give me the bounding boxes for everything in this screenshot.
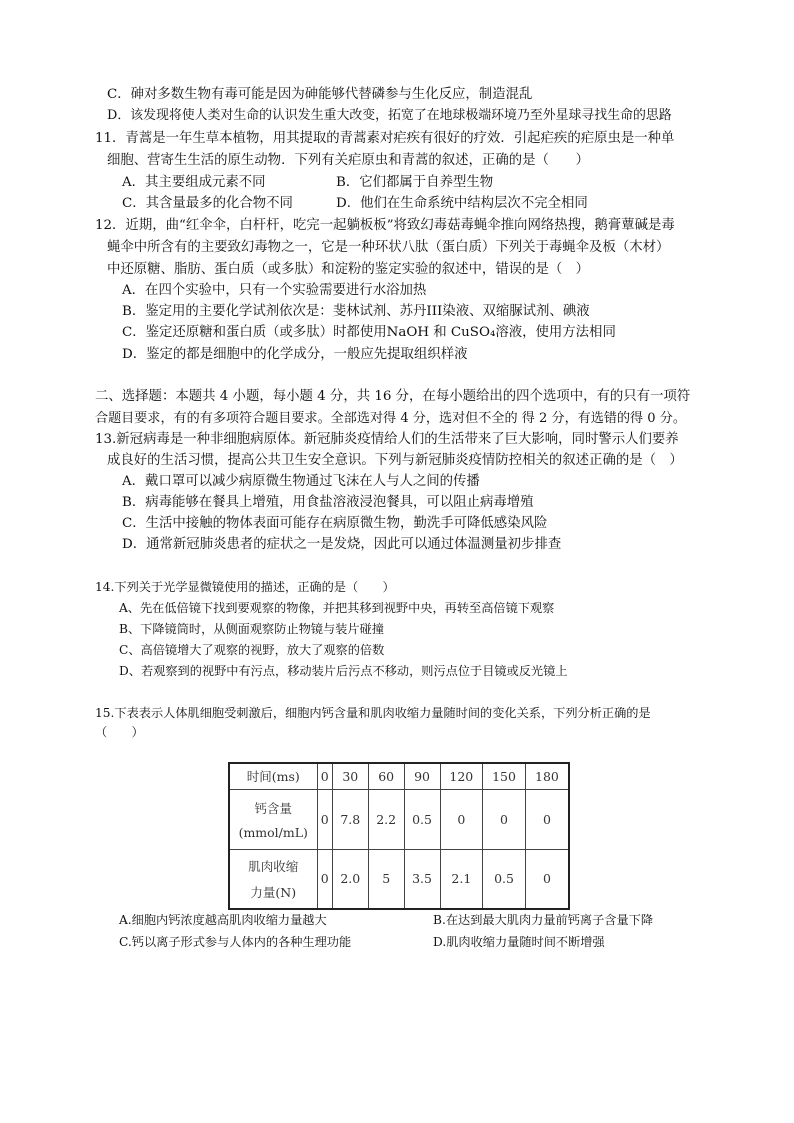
calcium-cell: 7.8 [332, 789, 368, 849]
q14-option-d: D、若观察到的视野中有污点，移动装片后污点不移动，则污点位于目镜或反光镜上 [119, 664, 568, 678]
q15-option-b: B.在达到最大肌肉力量前钙离子含量下降 [433, 913, 654, 927]
q11-option-d: D．他们在生命系统中结构层次不完全相同 [336, 196, 588, 211]
header-time: 时间(ms) [229, 763, 317, 789]
q15-stem-line2: （ ） [95, 725, 144, 739]
calcium-force-table [228, 762, 570, 910]
header-calcium-line1: 钙含量 [254, 800, 292, 816]
force-cell: 5 [368, 849, 404, 909]
time-cell: 180 [525, 763, 569, 789]
q15-stem-line1: 15.下表表示人体肌细胞受刺激后，细胞内钙含量和肌肉收缩力量随时间的变化关系，下列分析正确的是 [95, 706, 651, 720]
q13-stem-line1: 13.新冠病毒是一种非细胞病原体。新冠肺炎疫情给人们的生活带来了巨大影响，同时警示人们要养 [95, 432, 679, 447]
time-cell: 120 [440, 763, 483, 789]
calcium-cell: 0 [317, 789, 332, 849]
time-cell: 60 [368, 763, 404, 789]
calcium-cell: 2.2 [368, 789, 404, 849]
section2-header-line2: 合题目要求，有的有多项符合题目要求。全部选对得 4 分，选对但不全的 得 2 分，有选错的得 0 分。 [95, 411, 686, 426]
q14-option-b: B、下降镜筒时，从侧面观察防止物镜与装片碰撞 [119, 622, 384, 636]
time-cell: 150 [483, 763, 526, 789]
table-row-force [229, 849, 569, 909]
q11-option-a: A．其主要组成元素不同 [122, 175, 266, 190]
q12-stem-line1: 12．近期，曲“红伞伞，白杆杆，吃完一起躺板板”将致幻毒菇毒蝇伞推向网络热搜，鹅膏蕈碱是毒 [95, 218, 675, 233]
calcium-cell: 0 [525, 789, 569, 849]
time-cell: 0 [317, 763, 332, 789]
header-calcium-line2: (mmol/mL) [238, 824, 308, 840]
q11-option-c: C．其含量最多的化合物不同 [122, 196, 293, 211]
q14-stem: 14.下列关于光学显微镜使用的描述，正确的是（ ） [95, 580, 395, 594]
table-row-calcium [229, 789, 569, 849]
force-cell: 3.5 [404, 849, 440, 909]
force-cell: 0.5 [483, 849, 526, 909]
q14-option-a: A、先在低倍镜下找到要观察的物像，并把其移到视野中央，再转至高倍镜下观察 [119, 601, 555, 615]
calcium-cell: 0 [483, 789, 526, 849]
q12-option-a: A．在四个实验中，只有一个实验需要进行水浴加热 [122, 283, 427, 298]
q15-option-a: A.细胞内钙浓度越高肌肉收缩力量越大 [119, 913, 327, 927]
prev-option-d: D．该发现将使人类对生命的认识发生重大改变，拓宽了在地球极端环境乃至外星球寻找生命的思路 [107, 108, 672, 123]
q11-stem-line1: 11．青蒿是一年生草本植物，用其提取的青蒿素对疟疾有很好的疗效．引起疟疾的疟原虫是一种单 [95, 131, 675, 146]
q12-stem-line3: 中还原糖、脂肪、蛋白质（或多肽）和淀粉的鉴定实验的叙述中，错误的是（ ） [107, 262, 590, 277]
time-cell: 30 [332, 763, 368, 789]
calcium-cell: 0.5 [404, 789, 440, 849]
q13-option-a: A．戴口罩可以减少病原微生物通过飞沫在人与人之间的传播 [122, 474, 480, 489]
q11-stem-line2: 细胞、营寄生生活的原生动物．下列有关疟原虫和青蒿的叙述，正确的是（ ） [107, 153, 590, 168]
force-cell: 0 [525, 849, 569, 909]
time-cell: 90 [404, 763, 440, 789]
force-cell: 0 [317, 849, 332, 909]
header-force-line2: 力量(N) [250, 884, 297, 900]
q13-option-b: B．病毒能够在餐具上增殖，用食盐溶液浸泡餐具，可以阻止病毒增殖 [122, 495, 534, 510]
prev-option-c: C．砷对多数生物有毒可能是因为砷能够代替磷参与生化反应，制造混乱 [107, 87, 533, 102]
table-row-time [229, 763, 569, 789]
q14-option-c: C、高倍镜增大了观察的视野，放大了观察的倍数 [119, 643, 385, 657]
q12-option-b: B．鉴定用的主要化学试剂依次是：斐林试剂、苏丹III染液、双缩脲试剂、碘液 [122, 304, 590, 319]
section2-header-line1: 二、选择题：本题共 4 小题，每小题 4 分，共 16 分，在每小题给出的四个选项中，有的只有一项符 [95, 389, 691, 404]
header-force [229, 849, 317, 909]
q12-option-c: C．鉴定还原糖和蛋白质（或多肽）时都使用NaOH 和 CuSO₄溶液，使用方法相同 [122, 325, 616, 340]
q13-option-d: D．通常新冠肺炎患者的症状之一是发烧，因此可以通过体温测量初步排查 [122, 537, 562, 552]
q12-option-d: D．鉴定的都是细胞中的化学成分，一般应先提取组织样液 [122, 347, 468, 362]
q13-option-c: C．生活中接触的物体表面可能存在病原微生物，勤洗手可降低感染风险 [122, 516, 548, 531]
header-calcium [229, 789, 317, 849]
q15-option-c: C.钙以离子形式参与人体内的各种生理功能 [119, 935, 352, 949]
force-cell: 2.0 [332, 849, 368, 909]
q13-stem-line2: 成良好的生活习惯，提高公共卫生安全意识。下列与新冠肺炎疫情防控相关的叙述正确的是（ ） [107, 453, 683, 468]
q11-option-b: B．它们都属于自养型生物 [336, 175, 494, 190]
q12-stem-line2: 蝇伞中所含有的主要致幻毒物之一，它是一种环状八肽（蛋白质）下列关于毒蝇伞及板（木材） [107, 240, 670, 255]
calcium-cell: 0 [440, 789, 483, 849]
force-cell: 2.1 [440, 849, 483, 909]
header-force-line1: 肌肉收缩 [248, 858, 299, 874]
q15-option-d: D.肌肉收缩力量随时间不断增强 [433, 935, 605, 949]
